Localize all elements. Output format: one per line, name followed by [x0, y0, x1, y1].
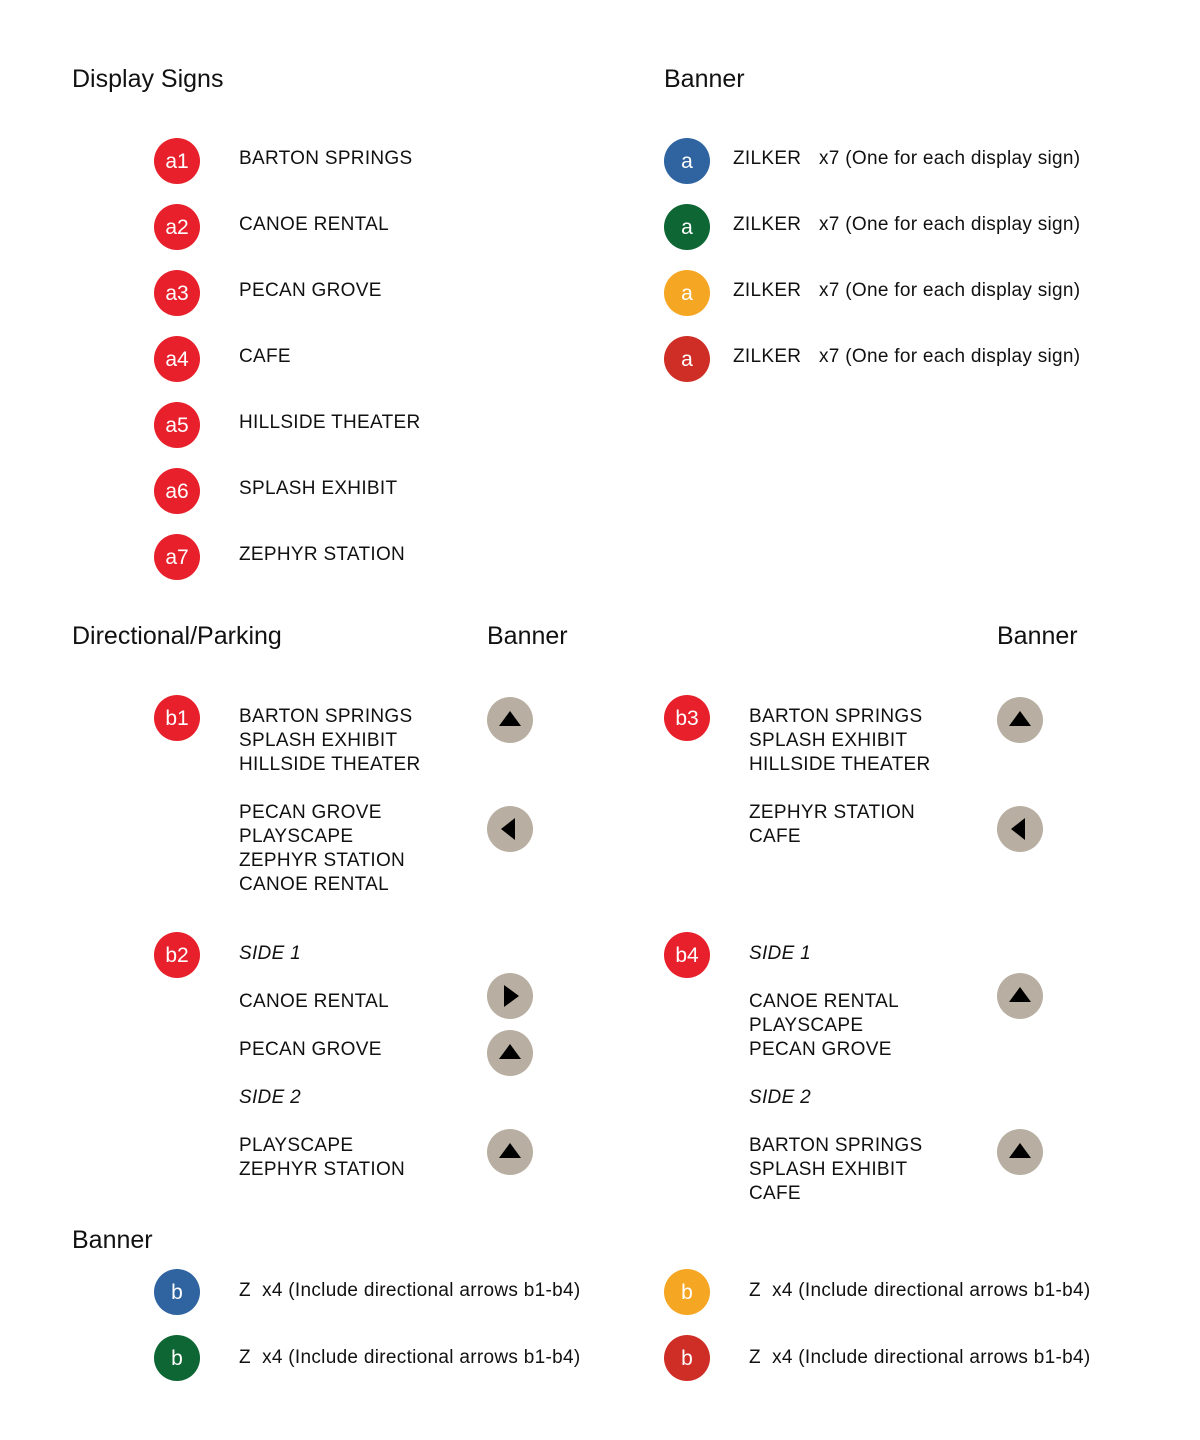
banner-badge: b	[664, 1335, 710, 1381]
destination-line: SPLASH EXHIBIT	[239, 730, 398, 751]
up-arrow-icon	[997, 973, 1043, 1019]
destination-line: ZEPHYR STATION	[749, 802, 916, 823]
up-triangle	[499, 711, 521, 726]
up-arrow-icon	[487, 697, 533, 743]
b3-group1-list	[749, 705, 930, 777]
sign-name: ZEPHYR STATION	[239, 544, 406, 565]
b4-side1-list	[749, 990, 899, 1062]
banner-name: ZILKER	[733, 214, 802, 235]
banner-badge: b	[154, 1335, 200, 1381]
destination-line: CAFE	[749, 826, 801, 847]
banner-note: x7 (One for each display sign)	[819, 148, 1081, 169]
destination-line: PECAN GROVE	[239, 1039, 382, 1060]
side-label: SIDE 2	[749, 1087, 811, 1108]
destination-line: SPLASH EXHIBIT	[749, 730, 908, 751]
sign-badge-b3: b3	[664, 695, 710, 741]
up-triangle	[1009, 987, 1031, 1002]
banner-bottom-heading: Banner	[72, 1226, 153, 1254]
b2-side2-list	[239, 1134, 405, 1182]
b1-group2-list	[239, 801, 405, 897]
destination-line: BARTON SPRINGS	[749, 706, 923, 727]
sign-badge: a2	[154, 204, 200, 250]
b1-group1-list	[239, 705, 420, 777]
side-label: SIDE 1	[239, 943, 301, 964]
destination-line: PLAYSCAPE	[749, 1015, 864, 1036]
side-label: SIDE 1	[749, 943, 811, 964]
sign-badge: a3	[154, 270, 200, 316]
sign-badge-b4: b4	[664, 932, 710, 978]
destination-line: CAFE	[749, 1183, 801, 1204]
sign-name: BARTON SPRINGS	[239, 148, 413, 169]
destination-line: BARTON SPRINGS	[749, 1135, 923, 1156]
sign-badge: a1	[154, 138, 200, 184]
banner-badge: a	[664, 138, 710, 184]
banner-badge: b	[154, 1269, 200, 1315]
destination-line: BARTON SPRINGS	[239, 706, 413, 727]
up-arrow-icon	[487, 1030, 533, 1076]
destination-line: PECAN GROVE	[749, 1039, 892, 1060]
banner-heading-right: Banner	[997, 622, 1078, 650]
banner-name: ZILKER	[733, 148, 802, 169]
destination-line: CANOE RENTAL	[749, 991, 899, 1012]
up-arrow-icon	[997, 1129, 1043, 1175]
banner-name: ZILKER	[733, 280, 802, 301]
banner-badge: a	[664, 336, 710, 382]
sign-name: HILLSIDE THEATER	[239, 412, 421, 433]
destination-line: HILLSIDE THEATER	[749, 754, 931, 775]
sign-name: CANOE RENTAL	[239, 214, 389, 235]
banner-note: x7 (One for each display sign)	[819, 280, 1081, 301]
destination-line: PLAYSCAPE	[239, 826, 354, 847]
banner-note: x7 (One for each display sign)	[819, 346, 1081, 367]
display-signs-heading: Display Signs	[72, 65, 224, 93]
banner-note: Z x4 (Include directional arrows b1-b4)	[239, 1347, 581, 1368]
banner-name: ZILKER	[733, 346, 802, 367]
sign-badge: a4	[154, 336, 200, 382]
left-triangle	[501, 818, 515, 840]
destination-line: CANOE RENTAL	[239, 874, 389, 895]
up-arrow-icon	[997, 697, 1043, 743]
side-label: SIDE 2	[239, 1087, 301, 1108]
banner-note: Z x4 (Include directional arrows b1-b4)	[749, 1280, 1091, 1301]
sign-badge-b2: b2	[154, 932, 200, 978]
sign-name: SPLASH EXHIBIT	[239, 478, 398, 499]
up-triangle	[1009, 711, 1031, 726]
sign-badge: a6	[154, 468, 200, 514]
up-triangle	[1009, 1143, 1031, 1158]
b3-group2-list	[749, 801, 915, 849]
destination-line: PECAN GROVE	[239, 802, 382, 823]
sign-badge-b1: b1	[154, 695, 200, 741]
banner-note: Z x4 (Include directional arrows b1-b4)	[239, 1280, 581, 1301]
destination-line: PLAYSCAPE	[239, 1135, 354, 1156]
banner-badge: a	[664, 270, 710, 316]
sign-name: CAFE	[239, 346, 291, 367]
destination-line: HILLSIDE THEATER	[239, 754, 421, 775]
sign-name: PECAN GROVE	[239, 280, 382, 301]
banner-heading: Banner	[664, 65, 745, 93]
destination-line: ZEPHYR STATION	[239, 1159, 406, 1180]
banner-badge: b	[664, 1269, 710, 1315]
left-arrow-icon	[487, 806, 533, 852]
left-triangle	[1011, 818, 1025, 840]
banner-heading-left: Banner	[487, 622, 568, 650]
destination-line: CANOE RENTAL	[239, 991, 389, 1012]
up-arrow-icon	[487, 1129, 533, 1175]
banner-note: x7 (One for each display sign)	[819, 214, 1081, 235]
right-triangle	[504, 985, 519, 1007]
b4-side2-list	[749, 1134, 922, 1206]
destination-line: SPLASH EXHIBIT	[749, 1159, 908, 1180]
sign-badge: a5	[154, 402, 200, 448]
sign-badge: a7	[154, 534, 200, 580]
up-triangle	[499, 1143, 521, 1158]
directional-heading: Directional/Parking	[72, 622, 282, 650]
banner-badge: a	[664, 204, 710, 250]
left-arrow-icon	[997, 806, 1043, 852]
right-arrow-icon	[487, 973, 533, 1019]
banner-note: Z x4 (Include directional arrows b1-b4)	[749, 1347, 1091, 1368]
up-triangle	[499, 1044, 521, 1059]
destination-line: ZEPHYR STATION	[239, 850, 406, 871]
